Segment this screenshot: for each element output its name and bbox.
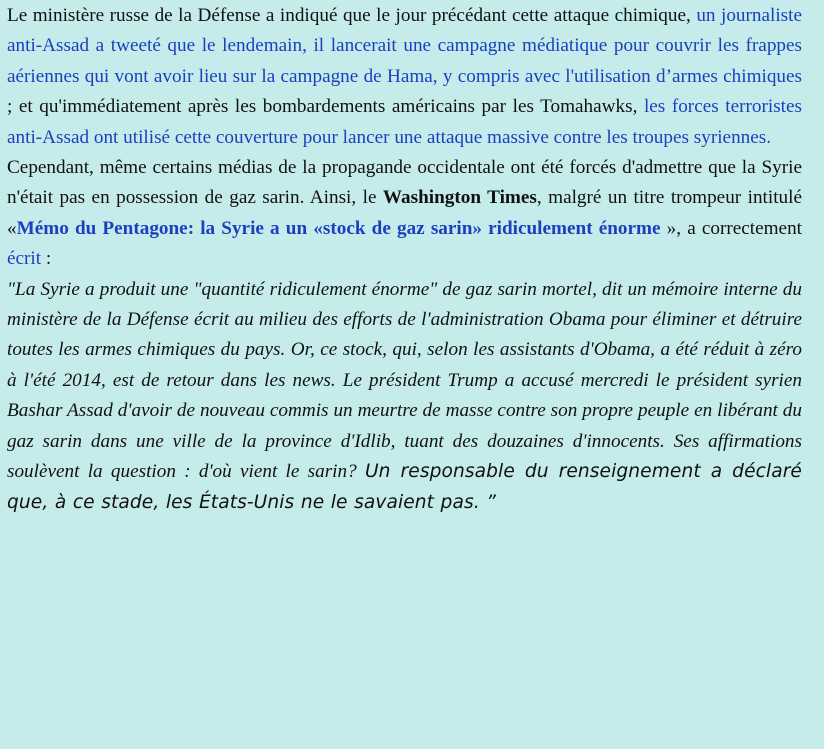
paragraph-russian-defense xyxy=(7,1,802,153)
ecrit-link[interactable]: écrit xyxy=(7,248,42,270)
paragraph-2-intro: Cependant, même certains médias de la propagande occidentale ont été forcés d'admettre que la Syrie n'était pas en possession de gaz sarin. Ainsi, le xyxy=(7,157,802,209)
journalist-tweet-link[interactable]: un journaliste anti-Assad a tweeté que le lendemain, il lancerait une campagne médiatique pour couvrir les frappes aériennes qui vont avoir lieu sur la campagne de Hama, y compris avec l'utilisation d’armes chimiques xyxy=(7,5,802,87)
washington-times-quote xyxy=(7,275,802,518)
paragraph-2-after-source: , malgré un titre trompeur intitulé « xyxy=(7,187,802,239)
quote-ending: Un responsable du renseignement a déclaré que, à ce stade, les États-Unis ne le savaient pas. ” xyxy=(7,461,802,513)
pentagon-memo-link[interactable]: Mémo du Pentagone: la Syrie a un «stock de gaz sarin» ridiculement énorme xyxy=(16,217,661,239)
paragraph-2-colon: : xyxy=(41,248,52,270)
paragraph-2-after-headline: », a correctement xyxy=(660,217,802,239)
paragraph-1-middle: ; et qu'immédiatement après les bombardements américains par les Tomahawks, xyxy=(7,96,644,118)
paragraph-western-media xyxy=(7,153,802,275)
paragraph-1-intro: Le ministère russe de la Défense a indiqué que le jour précédant cette attaque chimique, xyxy=(7,5,697,26)
washington-times-label: Washington Times xyxy=(382,187,537,209)
quote-body: "La Syrie a produit une "quantité ridiculement énorme" de gaz sarin mortel, dit un mémoire interne du ministère de la Défense écrit au milieu des efforts de l'administration Obama pour éliminer et détruire toutes les armes chimiques du pays. Or, ce stock, qui, selon les assistants d'Obama, a été réduit à zéro à l'été 2014, est de retour dans les news. Le président Trump a accusé mercredi le président syrien Bashar Assad d'avoir de nouveau commis un meurtre de masse contre son propre peuple en libérant du gaz sarin dans une ville de la province d'Idlib, tuant des douzaines d'innocents. Ses affirmations soulèvent la question : d'où vient le sarin? xyxy=(7,278,802,483)
terrorist-forces-link[interactable]: les forces terroristes anti-Assad ont utilisé cette couverture pour lancer une attaque massive contre les troupes syriennes. xyxy=(7,96,802,148)
